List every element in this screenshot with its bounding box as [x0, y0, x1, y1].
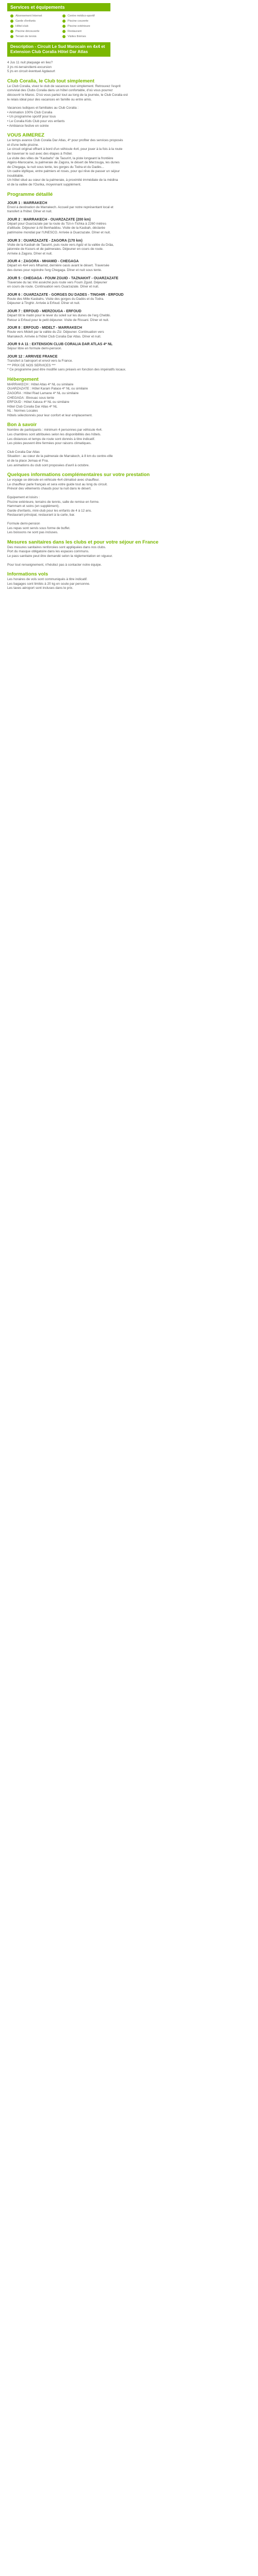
text-line: convivial des Clubs Coralia dans un hôtel confortable, d'où vous pourrez [7, 89, 113, 93]
text-line: 3 jrs mi-terrain/demi-excursion [7, 65, 52, 69]
text-line: Vacances ludiques et familiales au Club Coralia : [7, 106, 79, 110]
service-item [10, 19, 59, 24]
text-line: ZAGORA : Hôtel Riad Lamane 4* NL ou similaire [7, 391, 79, 395]
check-icon [10, 35, 13, 38]
text-line: 4 Jus 11 nuit plaquage en lieu? [7, 61, 53, 64]
service-label: Restaurant [68, 29, 82, 33]
text-line: * Ce programme peut être modifié sans préavis en fonction des impératifs locaux. [7, 368, 126, 372]
service-item [62, 34, 111, 39]
text-line: découvrir le Maroc. D'où vous partez tout au long de la journée, le Club Coralia est [7, 93, 128, 97]
text-line: d'altitude. Déjeuner à Ait Benhaddou. Visite de la Kasbah, déclarée [7, 226, 105, 230]
text-line: La visite des villes de "Kasbahs" de Taourirt, la piste longeant la frontière [7, 156, 114, 160]
service-item [62, 13, 111, 19]
day-heading: JOUR 9 A 11 : EXTENSION CLUB CORALIA DAR ATLAS 4* NL [7, 343, 113, 347]
description-title: Description - Circuit Le Sud Marocain en 4x4 et Extension Club Coralia Hôtel Dar Atlas [7, 42, 110, 57]
check-icon [62, 35, 66, 38]
text-line: Les horaires de vols sont communiqués à titre indicatif. [7, 578, 88, 582]
text-line: le relais idéal pour des vacances en famille ou entre amis. [7, 97, 92, 101]
service-item [10, 13, 59, 19]
text-line: Situation : au cœur de la palmeraie de Marrakech, à 8 km du centre-ville [7, 454, 113, 459]
text-line: Départ tôt le matin pour le lever du soleil sur les dunes de l'erg Chebbi. [7, 313, 111, 317]
day-heading: JOUR 5 : CHEGAGA - FOUM ZGUID - TAZNAKHT - OUARZAZATE [7, 276, 119, 280]
service-label: Abonnement Internet [15, 14, 42, 18]
section-heading: Club Coralia, le Club tout simplement [7, 78, 94, 84]
service-item [10, 34, 59, 39]
text-line: • Le Coralia Kids Club pour vos enfants [7, 119, 65, 123]
text-line: Transfert à l'aéroport et envol vers la France. [7, 359, 73, 363]
text-line: Le temps avance Club Coralia Dar Atlas, 4* pour profiter des services proposés [7, 139, 123, 143]
spacer [7, 102, 251, 106]
text-line: Le voyage se déroule en véhicule 4x4 climatisé avec chauffeur. [7, 478, 100, 482]
check-icon [10, 25, 13, 28]
service-item [62, 24, 111, 29]
text-line: Le circuit original offrant à bord d'un véhicule 4x4, pour jouer à la fois à la route [7, 147, 123, 151]
text-line: et d'une belle piscine. [7, 143, 39, 147]
text-line: Route des Mille Kasbahs. Visite des gorges du Dadès et du Todra. [7, 297, 104, 301]
text-line: en cours de route. Continuation vers Ouarzazate. Dîner et nuit. [7, 285, 99, 289]
text-line: • Ambiance festive en soirée [7, 124, 49, 128]
text-line: Les chambres sont attribuées selon les disponibilités des hôtels. [7, 433, 101, 437]
text-line: Route vers Midelt par la vallée du Ziz. Déjeuner. Continuation vers [7, 330, 104, 334]
service-label: Garde d'enfants [15, 19, 36, 23]
check-icon [10, 30, 13, 33]
services-list [7, 11, 110, 39]
day-heading: JOUR 3 : OUARZAZATE - ZAGORA (170 km) [7, 239, 83, 243]
day-heading: JOUR 12 : ARRIVEE FRANCE [7, 354, 58, 359]
text-line: Prévoir des vêtements chauds pour la nuit dans le désert. [7, 487, 92, 491]
text-line: Départ en 4x4 vers Mhamid, dernière oasis avant le désert. Traversée [7, 264, 109, 268]
service-item [10, 24, 59, 29]
text-line: Algéro-Marocaine, la palmeraie de Zagora, le désert de Merzouga, les dunes [7, 161, 120, 165]
section-heading: Informations vols [7, 571, 49, 578]
services-panel [7, 3, 110, 39]
text-line: Les boissons ne sont pas incluses. [7, 531, 58, 535]
text-line: Départ pour Ouarzazate par la route du Tizi-n-Tichka à 2260 mètres [7, 222, 106, 226]
text-line: transfert à l'hôtel. Dîner et nuit. [7, 210, 53, 214]
text-line: Hôtel Club Coralia Dar Atlas 4* NL [7, 404, 58, 409]
text-line: Un cadre idyllique, entre palmiers et roses, pour qui rêve de passer un séjour [7, 170, 120, 174]
service-item [62, 29, 111, 34]
text-line: jalonnée de Ksours et de palmeraies. Déjeuner en cours de route. [7, 247, 104, 251]
service-label: Piscine couverte [68, 19, 89, 23]
text-line: Restaurant principal, restaurant à la carte, bar. [7, 513, 75, 517]
text-line: Visite de la Kasbah de Taourirt, puis route vers Agdz et la vallée du Drâa, [7, 243, 114, 247]
text-line: *** PRIX DE NOS SERVICES *** [7, 363, 56, 367]
service-label: Visites thèmes [68, 35, 86, 38]
text-line: CHEGAGA : Bivouac sous tente [7, 396, 54, 400]
text-line: patrimoine mondial par l'UNESCO. Arrivée à Ouarzazate. Dîner et nuit. [7, 231, 111, 235]
services-title: Services et équipements [7, 3, 110, 11]
text-line: et de la place Jemaa el Fna. [7, 459, 49, 463]
service-label: Hôtel-club [15, 24, 28, 28]
text-line: Le pass sanitaire peut être demandé selon la réglementation en vigueur. [7, 554, 113, 558]
section-heading: Quelques informations complémentaires sur votre prestation [7, 472, 150, 478]
text-line: Hôtels sélectionnés pour leur confort et leur emplacement. [7, 413, 93, 417]
spacer [7, 446, 251, 450]
text-line: de Chegaga, la nuit sous tente, les gorges du Todra et du Dadès... [7, 165, 104, 169]
text-line: Les distances et temps de route sont donnés à titre indicatif. [7, 437, 95, 441]
spacer [7, 559, 251, 563]
text-line: Un hôtel situé au cœur de la palmeraie, à proximité immédiate de la médina [7, 178, 118, 182]
check-icon [62, 14, 66, 18]
text-line: Marrakech. Arrivée à l'hôtel Club Coralia Dar Atlas. Dîner et nuit. [7, 334, 102, 338]
text-line: Envol à destination de Marrakech. Accueil par notre représentant local et [7, 205, 114, 209]
text-line: NL : Normes Locales [7, 409, 38, 413]
section-heading: Hébergement [7, 376, 39, 382]
section-heading: Mesures sanitaires dans les clubs et pour votre séjour en France [7, 539, 159, 545]
text-line: des dunes pour rejoindre l'erg Chegaga. Dîner et nuit sous tente. [7, 268, 102, 272]
text-line: Nombre de participants : minimum 4 personnes par véhicule 4x4. [7, 428, 103, 432]
text-line: Pour tout renseignement, n'hésitez pas à contacter notre équipe. [7, 563, 102, 567]
service-item [62, 19, 111, 24]
description-content [0, 57, 258, 591]
text-line: Séjour libre en formule demi-pension. [7, 347, 62, 351]
spacer [7, 518, 251, 522]
text-line: Les repas sont servis sous forme de buffet. [7, 526, 71, 530]
text-line: Déjeuner à Tinghir. Arrivée à Erfoud. Dîner et nuit. [7, 301, 80, 306]
text-line: Les animations du club sont proposées d'avril à octobre. [7, 463, 90, 467]
check-icon [10, 14, 13, 18]
text-line: Le chauffeur parle français et sera votre guide tout au long du circuit. [7, 482, 108, 486]
text-line: • Animation 100% Club Coralia [7, 110, 53, 114]
day-heading: JOUR 7 : ERFOUD - MERZOUGA - ERFOUD [7, 309, 82, 313]
section-heading: Bon à savoir [7, 422, 37, 428]
service-label: Terrain de tennis [15, 35, 37, 38]
text-line: Traversée du lac Iriki asséché puis route vers Foum Zguid. Déjeuner [7, 280, 107, 284]
text-line: ERFOUD : Hôtel Xaluca 4* NL ou similaire [7, 400, 70, 404]
text-line: Des mesures sanitaires renforcées sont appliquées dans nos clubs. [7, 545, 106, 549]
day-heading: JOUR 8 : ERFOUD - MIDELT - MARRAKECH [7, 326, 82, 330]
text-line: Club Coralia Dar Atlas [7, 450, 40, 454]
section-heading: VOUS AIMEREZ [7, 132, 44, 139]
text-line: • Un programme sportif pour tous [7, 115, 56, 119]
day-heading: JOUR 4 : ZAGORA - MHAMID - CHEGAGA [7, 260, 79, 264]
text-line: 5 jrs en circuit éventuel Agdaourt [7, 70, 55, 74]
check-icon [62, 25, 66, 28]
text-line: Les bagages sont limités à 20 kg en soute par personne. [7, 582, 90, 586]
text-line: et de la vallée de l'Ourika, moyennant supplément. [7, 183, 82, 187]
text-line: Les pistes peuvent être fermées pour raisons climatiques. [7, 442, 92, 446]
check-icon [10, 20, 13, 23]
text-line: de traverser le sud avec des étapes à l'hôtel. [7, 151, 73, 156]
text-line: Garde d'enfants, mini-club pour les enfants de 4 à 12 ans. [7, 509, 92, 513]
service-label: Piscine découverte [15, 29, 40, 33]
text-line: OUARZAZATE : Hôtel Karam Palace 4* NL ou similaire [7, 387, 88, 391]
day-heading: JOUR 1 : MARRAKECH [7, 201, 47, 205]
text-line: MARRAKECH : Hôtel Atlas 4* NL ou similaire [7, 382, 74, 386]
text-line: Arrivée à Zagora. Dîner et nuit. [7, 251, 53, 256]
text-line: Formule demi-pension [7, 521, 40, 526]
text-line: Port du masque obligatoire dans les espaces communs. [7, 550, 89, 554]
text-line: Piscine extérieure, terrains de tennis, salle de remise en forme. [7, 500, 100, 504]
service-item [10, 29, 59, 34]
spacer [7, 492, 251, 496]
section-heading: Programme détaillé [7, 191, 53, 197]
check-icon [62, 30, 66, 33]
text-line: Le Club Coralia, vivez le club de vacances tout simplement. Retrouvez l'esprit [7, 84, 121, 88]
text-line: Les taxes aéroport sont incluses dans le prix. [7, 586, 73, 590]
text-line: Equipement et loisirs : [7, 496, 40, 499]
day-heading: JOUR 2 : MARRAKECH - OUARZAZATE (200 km) [7, 217, 91, 222]
day-heading: JOUR 6 : OUARZAZATE - GORGES DU DADES - TINGHIR - ERFOUD [7, 293, 124, 297]
service-label: Piscine extérieure [68, 24, 90, 28]
check-icon [62, 20, 66, 23]
text-line: Retour à Erfoud pour le petit déjeuner. Visite de Rissani. Dîner et nuit. [7, 318, 109, 322]
service-label: Centre médico-sportif [68, 14, 95, 18]
text-line: Hammam et soins (en supplément). [7, 504, 60, 509]
text-line: inoubliable. [7, 174, 24, 178]
